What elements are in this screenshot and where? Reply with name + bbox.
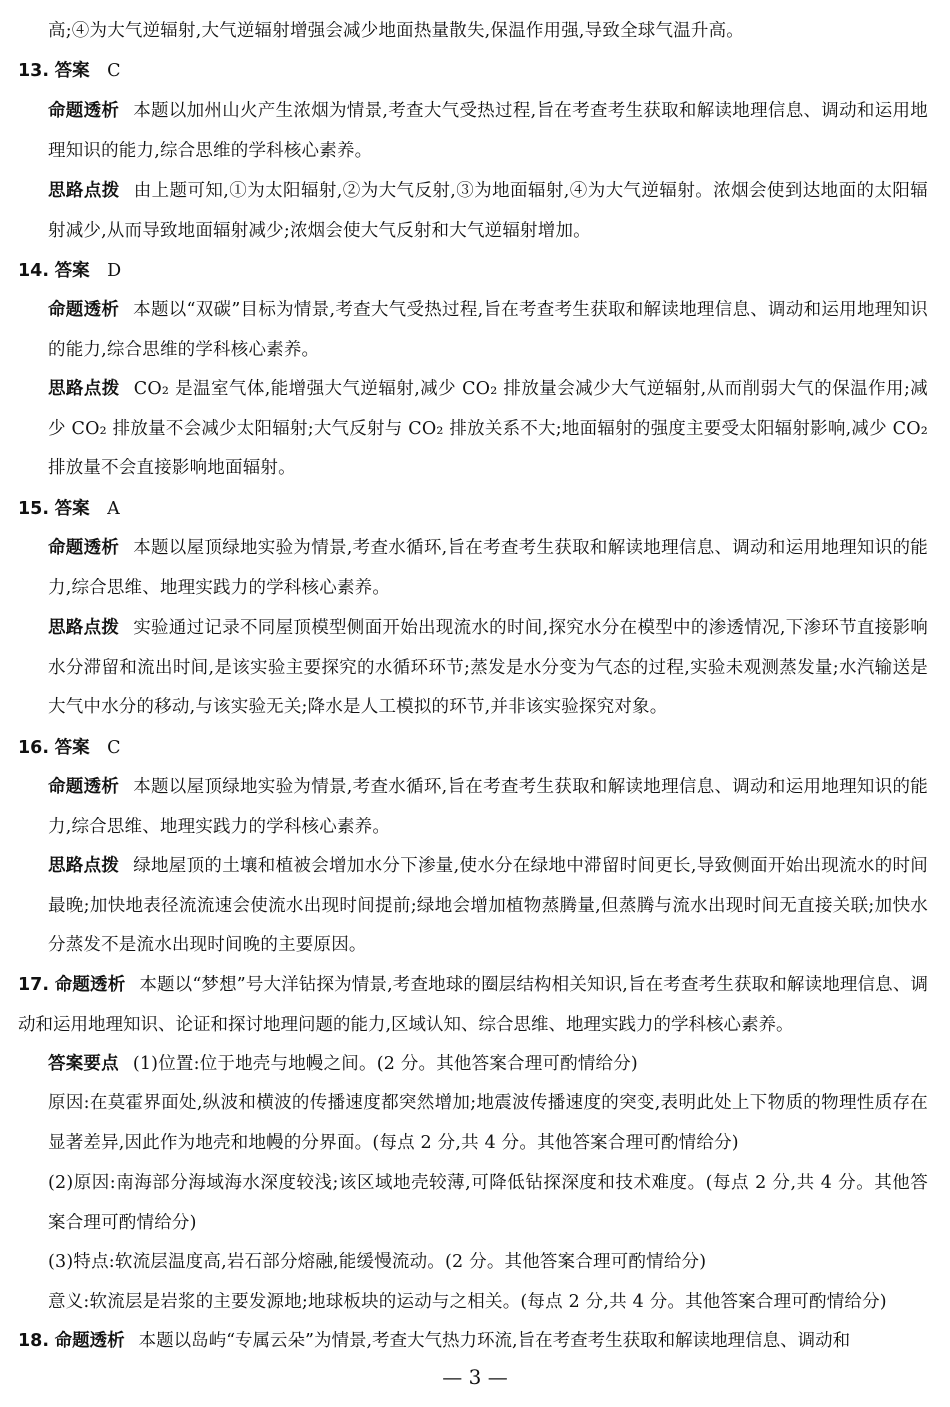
page-number: — 3 — [442, 1365, 508, 1389]
q17-key-part3: (3)特点:软流层温度高,岩石部分熔融,能缓慢流动。(2 分。其他答案合理可酌情给分) [48, 1252, 707, 1272]
q14-hint-text: CO₂ 是温室气体,能增强大气逆辐射,减少 CO₂ 排放量会减少大气逆辐射,从而削弱大气的保温作用;减少 CO₂ 排放量不会减少太阳辐射;大气反射与 CO₂ 排放关系不大;地面辐射的强度主要受太阳辐射影响,减少 CO₂ 排放量不会直接影响地面辐射。 [48, 379, 928, 478]
q17-key-reason: 原因:在莫霍界面处,纵波和横波的传播速度都突然增加;地震波传播速度的突变,表明此处上下物质的物理性质存在显著差异,因此作为地壳和地幔的分界面。(每点 2 分,共 4 分。其他答案合理可酌情给分) [48, 1093, 928, 1153]
q15-answer-line [18, 490, 928, 530]
q13-intent-text: 本题以加州山火产生浓烟为情景,考查大气受热过程,旨在考查考生获取和解读地理信息、调动和运用地理知识的能力,综合思维的学科核心素养。 [48, 101, 928, 161]
q14-hint [48, 370, 928, 489]
q14-intent-label: 命题透析 [48, 300, 120, 320]
q16-answer: C [107, 738, 121, 758]
continued-text: 高;④为大气逆辐射,大气逆辐射增强会减少地面热量散失,保温作用强,导致全球气温升高。 [48, 21, 744, 41]
q16-intent-label: 命题透析 [48, 777, 120, 797]
q15-hint-label: 思路点拨 [48, 618, 120, 638]
q13-intent-label: 命题透析 [48, 101, 120, 121]
q18-intent-text: 本题以岛屿“专属云朵”为情景,考查大气热力环流,旨在考查考生获取和解读地理信息、调动和 [138, 1331, 851, 1351]
q13-number: 13. [18, 61, 50, 81]
q14-intent-text: 本题以“双碳”目标为情景,考查大气受热过程,旨在考查考生获取和解读地理信息、调动和运用地理知识的能力,综合思维的学科核心素养。 [48, 300, 928, 360]
q17-number: 17. [18, 975, 50, 995]
q17-key-part2: (2)原因:南海部分海域海水深度较浅;该区域地壳较薄,可降低钻探深度和技术难度。(每点 2 分,共 4 分。其他答案合理可酌情给分) [48, 1173, 928, 1233]
q15-answer: A [107, 499, 120, 519]
q15-hint-text: 实验通过记录不同屋顶模型侧面开始出现流水的时间,探究水分在模型中的渗透情况,下渗环节直接影响水分滞留和流出时间,是该实验主要探究的水循环环节;蒸发是水分变为气态的过程,实验未观测蒸发量;水汽输送是大气中水分的移动,与该实验无关;降水是人工模拟的环节,并非该实验探究对象。 [48, 618, 928, 717]
q13-hint [48, 172, 928, 251]
q13-answer-label: 答案 [54, 61, 90, 81]
q17-intent [18, 966, 928, 1045]
q15-number: 15. [18, 499, 50, 519]
q17-intent-text: 本题以“梦想”号大洋钻探为情景,考查地球的圈层结构相关知识,旨在考查考生获取和解读地理信息、调动和运用地理知识、论证和探讨地理问题的能力,区域认知、综合思维、地理实践力的学科核心素养。 [18, 975, 928, 1035]
q17-key-label: 答案要点 [48, 1054, 119, 1074]
q18-intent [18, 1322, 928, 1362]
q14-number: 14. [18, 261, 50, 281]
q18-intent-label: 命题透析 [54, 1331, 125, 1351]
q16-hint-text: 绿地屋顶的土壤和植被会增加水分下渗量,使水分在绿地中滞留时间更长,导致侧面开始出现流水的时间最晚;加快地表径流流速会使流水出现时间提前;绿地会增加植物蒸腾量,但蒸腾与流水出现时间无直接关联;加快水分蒸发不是流水出现时间晚的主要原因。 [48, 856, 928, 955]
q14-intent [48, 291, 928, 370]
q13-hint-label: 思路点拨 [48, 181, 120, 201]
q17-key-line [48, 1045, 928, 1085]
q13-answer: C [107, 61, 121, 81]
q13-hint-text: 由上题可知,①为太阳辐射,②为大气反射,③为地面辐射,④为大气逆辐射。浓烟会使到达地面的太阳辐射减少,从而导致地面辐射减少;浓烟会使大气反射和大气逆辐射增加。 [48, 181, 928, 241]
q14-answer-label: 答案 [54, 261, 90, 281]
q14-answer-line [18, 252, 928, 292]
q16-number: 16. [18, 738, 50, 758]
q15-answer-label: 答案 [54, 499, 90, 519]
q17-intent-label: 命题透析 [54, 975, 126, 995]
q16-answer-label: 答案 [54, 738, 90, 758]
q17-key-part1: (1)位置:位于地壳与地幔之间。(2 分。其他答案合理可酌情给分) [132, 1054, 638, 1074]
q16-hint-label: 思路点拨 [48, 856, 120, 876]
q13-intent [48, 92, 928, 171]
q16-answer-line [18, 729, 928, 769]
q17-key-significance: 意义:软流层是岩浆的主要发源地;地球板块的运动与之相关。(每点 2 分,共 4 分。其他答案合理可酌情给分) [48, 1292, 887, 1312]
q14-answer: D [107, 261, 122, 281]
q15-hint [48, 609, 928, 728]
q15-intent-text: 本题以屋顶绿地实验为情景,考查水循环,旨在考查考生获取和解读地理信息、调动和运用地理知识的能力,综合思维、地理实践力的学科核心素养。 [48, 538, 928, 598]
q18-number: 18. [18, 1331, 50, 1351]
q15-intent-label: 命题透析 [48, 538, 120, 558]
q16-intent [48, 768, 928, 847]
q16-intent-text: 本题以屋顶绿地实验为情景,考查水循环,旨在考查考生获取和解读地理信息、调动和运用地理知识的能力,综合思维、地理实践力的学科核心素养。 [48, 777, 928, 837]
q13-answer-line [18, 52, 928, 92]
q14-hint-label: 思路点拨 [48, 379, 120, 399]
q16-hint [48, 847, 928, 966]
q15-intent [48, 529, 928, 608]
